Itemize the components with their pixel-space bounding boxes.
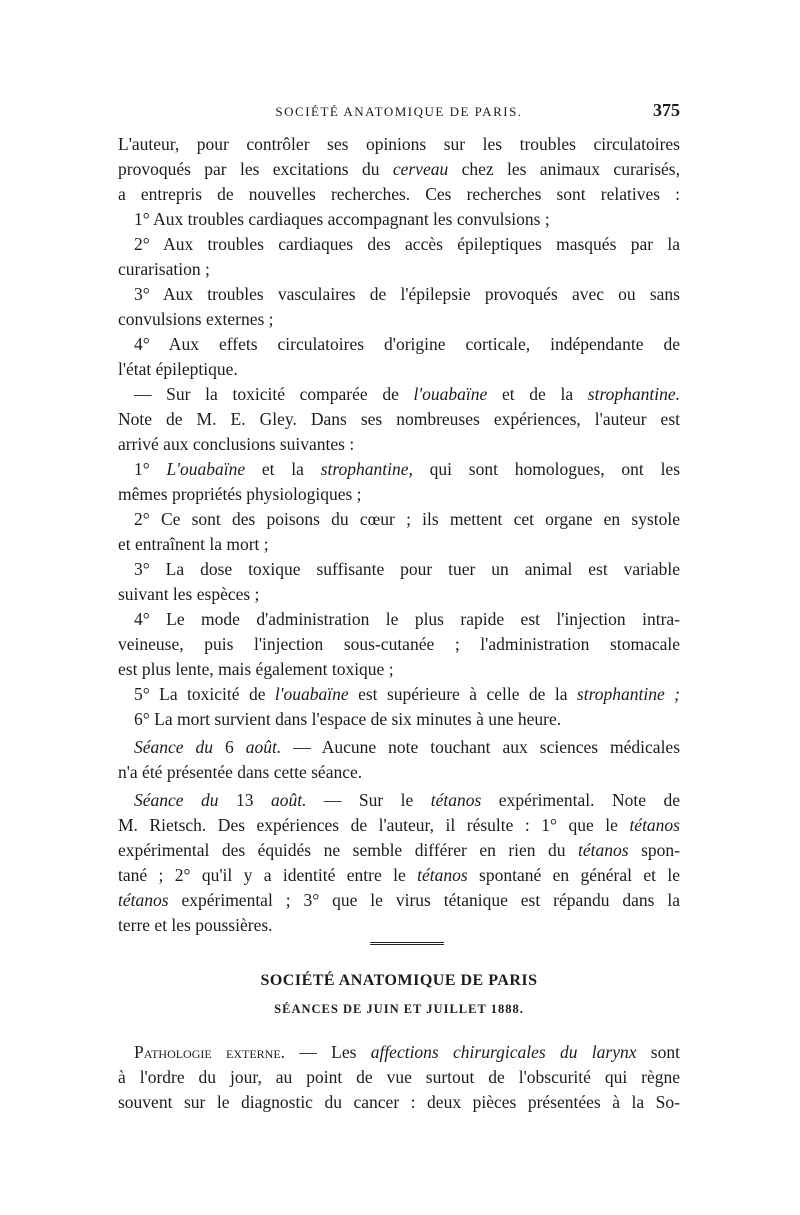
- text-run: expérimental ; 3° que le virus tétanique est répandu dans la: [168, 890, 680, 910]
- italic-term: août.: [245, 737, 282, 757]
- italic-term: tétanos: [417, 865, 468, 885]
- text-line: veineuse, puis l'injection sous-cutanée ; l'administration stomacale: [118, 634, 680, 654]
- italic-term: Séance du: [134, 737, 214, 757]
- text-line: mêmes propriétés physiologiques ;: [118, 484, 362, 504]
- text-line: n'a été présentée dans cette séance.: [118, 762, 363, 782]
- italic-term: Séance du: [134, 790, 219, 810]
- text-run: 5° La toxicité de: [134, 684, 275, 704]
- italic-term: tétanos: [118, 890, 169, 910]
- text-line: [118, 838, 680, 863]
- text-run: tané ; 2° qu'il y a identité entre le: [118, 865, 418, 885]
- text-line: L'auteur, pour contrôler ses opinions sur les troubles circulatoires: [118, 134, 680, 154]
- list-item: 4° Le mode d'administration le plus rapide est l'injection intra-: [134, 609, 680, 629]
- text-line: a entrepris de nouvelles recherches. Ces recherches sont relatives :: [118, 184, 680, 204]
- text-run: — Sur le: [306, 790, 431, 810]
- list-item: [134, 682, 680, 707]
- italic-term: affections chirurgicales du larynx: [370, 1042, 637, 1062]
- text-run: spontané en général et le: [467, 865, 680, 885]
- text-run: et la: [245, 459, 321, 479]
- text-run: provoqués par les excitations du: [118, 159, 393, 179]
- page-number: 375: [653, 100, 680, 120]
- text-line: et entraînent la mort ;: [118, 534, 269, 554]
- small-caps-heading: Pathologie externe.: [134, 1042, 286, 1062]
- running-title: SOCIÉTÉ ANATOMIQUE DE PARIS.: [275, 104, 523, 119]
- text-run: spon-: [628, 840, 680, 860]
- text-line: [118, 157, 680, 182]
- italic-term: L'ouabaïne: [166, 459, 246, 479]
- text-run: qui sont homologues, ont les: [412, 459, 680, 479]
- section-divider: [370, 942, 444, 945]
- list-item: 1° Aux troubles cardiaques accompagnant les convulsions ;: [134, 209, 550, 229]
- text-line: à l'ordre du jour, au point de vue surtout de l'obscurité qui règne: [118, 1067, 680, 1087]
- text-run: — Aucune note touchant aux sciences médicales: [281, 737, 680, 757]
- italic-term: tétanos: [629, 815, 680, 835]
- italic-term: strophantine,: [320, 459, 413, 479]
- section-subtitle: SÉANCES DE JUIN ET JUILLET 1888.: [274, 1002, 524, 1016]
- text-run: 1°: [134, 459, 167, 479]
- text-line: [134, 788, 680, 813]
- list-item: 4° Aux effets circulatoires d'origine corticale, indépendante de: [134, 334, 680, 354]
- text-run: chez les animaux curarisés,: [448, 159, 680, 179]
- italic-term: août.: [270, 790, 307, 810]
- text-line: souvent sur le diagnostic du cancer : deux pièces présentées à la So-: [118, 1092, 680, 1112]
- italic-term: l'ouabaïne: [413, 384, 488, 404]
- text-run: et de la: [487, 384, 588, 404]
- text-line: [134, 382, 680, 407]
- list-item: 3° La dose toxique suffisante pour tuer un animal est variable: [134, 559, 680, 579]
- text-run: — Sur la toxicité comparée de: [134, 384, 414, 404]
- text-run: est supérieure à celle de la: [348, 684, 577, 704]
- italic-term: strophantine.: [587, 384, 680, 404]
- italic-term: l'ouabaïne: [274, 684, 349, 704]
- text-line: [118, 813, 680, 838]
- text-line: est plus lente, mais également toxique ;: [118, 659, 394, 679]
- text-line: terre et les poussières.: [118, 915, 273, 935]
- text-run: 13: [218, 790, 271, 810]
- text-line: arrivé aux conclusions suivantes :: [118, 434, 355, 454]
- text-line: [118, 888, 680, 913]
- running-head: [118, 100, 680, 126]
- text-line: [118, 863, 680, 888]
- text-line: [134, 735, 680, 760]
- italic-term: tétanos: [430, 790, 482, 810]
- text-run: sont: [636, 1042, 680, 1062]
- list-item: 3° Aux troubles vasculaires de l'épilepsie provoqués avec ou sans: [134, 284, 680, 304]
- text-line: curarisation ;: [118, 259, 210, 279]
- list-item: 6° La mort survient dans l'espace de six minutes à une heure.: [134, 709, 562, 729]
- text-run: — Les: [285, 1042, 371, 1062]
- text-line: suivant les espèces ;: [118, 584, 260, 604]
- text-line: [134, 1040, 680, 1065]
- italic-term: cerveau: [392, 159, 449, 179]
- text-line: Note de M. E. Gley. Dans ses nombreuses expériences, l'auteur est: [118, 409, 680, 429]
- list-item: [134, 457, 680, 482]
- italic-term: strophantine ;: [576, 684, 680, 704]
- text-line: convulsions externes ;: [118, 309, 274, 329]
- text-line: l'état épileptique.: [118, 359, 238, 379]
- section-title: SOCIÉTÉ ANATOMIQUE DE PARIS: [260, 972, 538, 989]
- text-run: M. Rietsch. Des expériences de l'auteur, il résulte : 1° que le: [118, 815, 630, 835]
- italic-term: tétanos: [578, 840, 629, 860]
- text-run: expérimental des équidés ne semble différer en rien du: [118, 840, 579, 860]
- list-item: 2° Ce sont des poisons du cœur ; ils mettent cet organe en systole: [134, 509, 680, 529]
- text-run: 6: [213, 737, 246, 757]
- list-item: 2° Aux troubles cardiaques des accès épileptiques masqués par la: [134, 234, 680, 254]
- text-run: expérimental. Note de: [481, 790, 680, 810]
